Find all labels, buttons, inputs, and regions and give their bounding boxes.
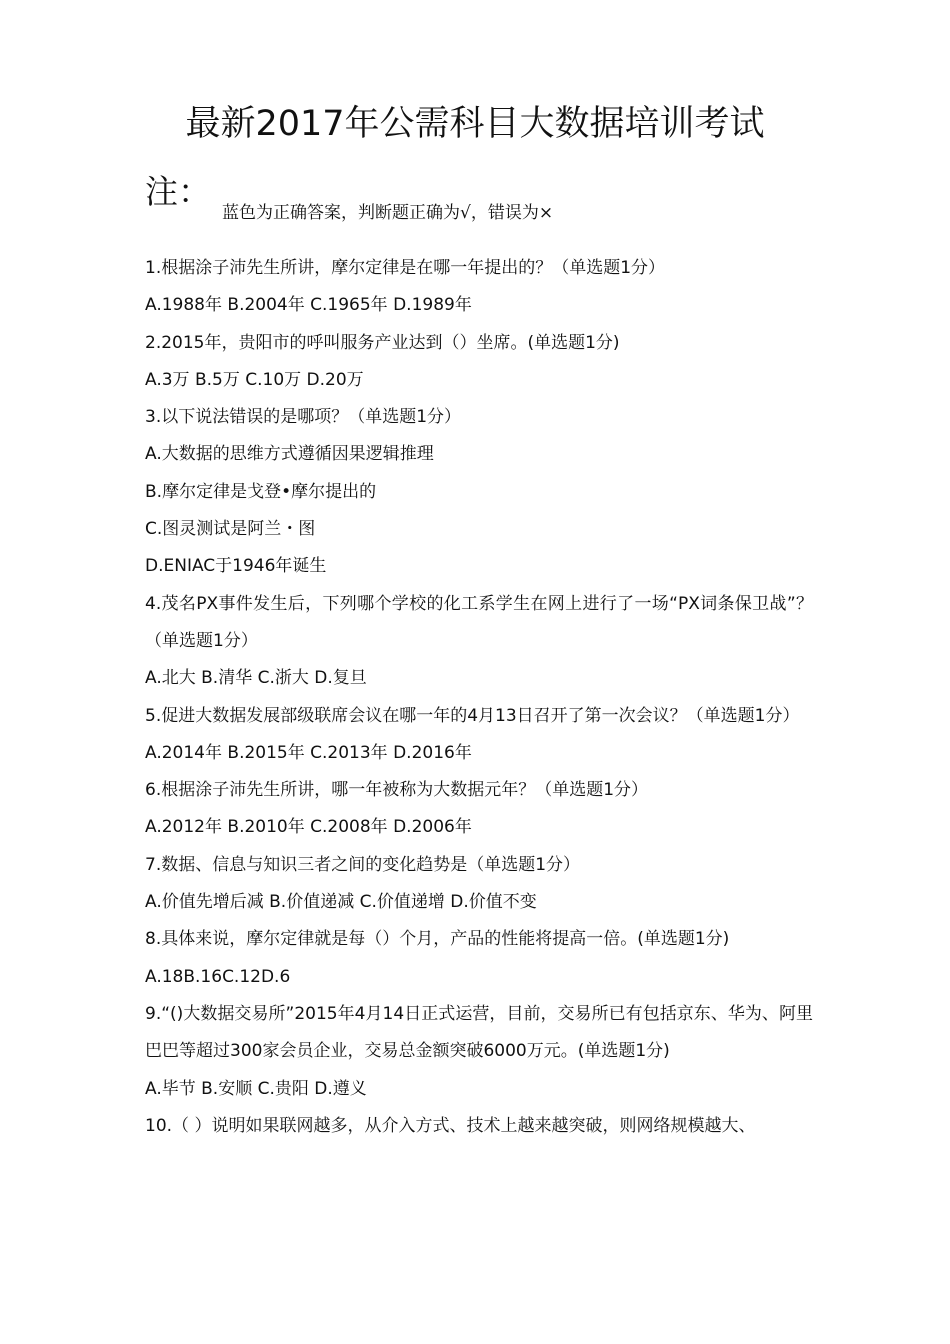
note-heading: 注： xyxy=(145,172,211,211)
question-10: 10.（ ）说明如果联网越多，从介入方式、技术上越来越突破，则网络规模越大、 xyxy=(145,1115,756,1136)
question-3-option-c: C.图灵测试是阿兰・图 xyxy=(145,519,316,540)
question-2-options: A.3万 B.5万 C.10万 D.20万 xyxy=(145,369,364,390)
question-5-options: A.2014年 B.2015年 C.2013年 D.2016年 xyxy=(145,742,472,763)
question-9: 9.“()大数据交易所”2015年4月14日正式运营，目前，交易所已有包括京东、华为、阿里巴巴等超过300家会员企业，交易总金额突破6000万元。(单选题1分) xyxy=(145,1003,813,1062)
question-3-option-b: B.摩尔定律是戈登•摩尔提出的 xyxy=(145,481,377,502)
question-6-options: A.2012年 B.2010年 C.2008年 D.2006年 xyxy=(145,817,472,838)
question-8: 8.具体来说，摩尔定律就是每（）个月，产品的性能将提高一倍。(单选题1分) xyxy=(145,929,730,950)
question-7-options: A.价值先增后减 B.价值递减 C.价值递增 D.价值不变 xyxy=(145,892,537,913)
question-2: 2.2015年，贵阳市的呼叫服务产业达到（）坐席。(单选题1分) xyxy=(145,332,620,353)
document-title: 最新2017年公需科目大数据培训考试 xyxy=(185,104,765,144)
question-3: 3.以下说法错误的是哪项？（单选题1分） xyxy=(145,407,462,428)
question-6: 6.根据涂子沛先生所讲，哪一年被称为大数据元年？（单选题1分） xyxy=(145,780,649,801)
question-9-options: A.毕节 B.安顺 C.贵阳 D.遵义 xyxy=(145,1078,367,1099)
question-7: 7.数据、信息与知识三者之间的变化趋势是（单选题1分） xyxy=(145,854,581,875)
question-1: 1.根据涂子沛先生所讲，摩尔定律是在哪一年提出的？（单选题1分） xyxy=(145,258,666,278)
question-4: 4.茂名PX事件发生后，下列哪个学校的化工系学生在网上进行了一场“PX词条保卫战”？（单选题1分） xyxy=(145,593,813,651)
question-list xyxy=(145,250,813,1145)
note-text: 蓝色为正确答案，判断题正确为√，错误为× xyxy=(222,203,554,223)
question-5: 5.促进大数据发展部级联席会议在哪一年的4月13日召开了第一次会议？（单选题1分） xyxy=(145,705,800,726)
question-1-options: A.1988年 B.2004年 C.1965年 D.1989年 xyxy=(145,295,472,316)
question-4-options: A.北大 B.清华 C.浙大 D.复旦 xyxy=(145,668,367,689)
question-8-options: A.18B.16C.12D.6 xyxy=(145,966,291,987)
question-3-option-a: A.大数据的思维方式遵循因果逻辑推理 xyxy=(145,444,434,465)
question-3-option-d: D.ENIAC于1946年诞生 xyxy=(145,556,327,577)
